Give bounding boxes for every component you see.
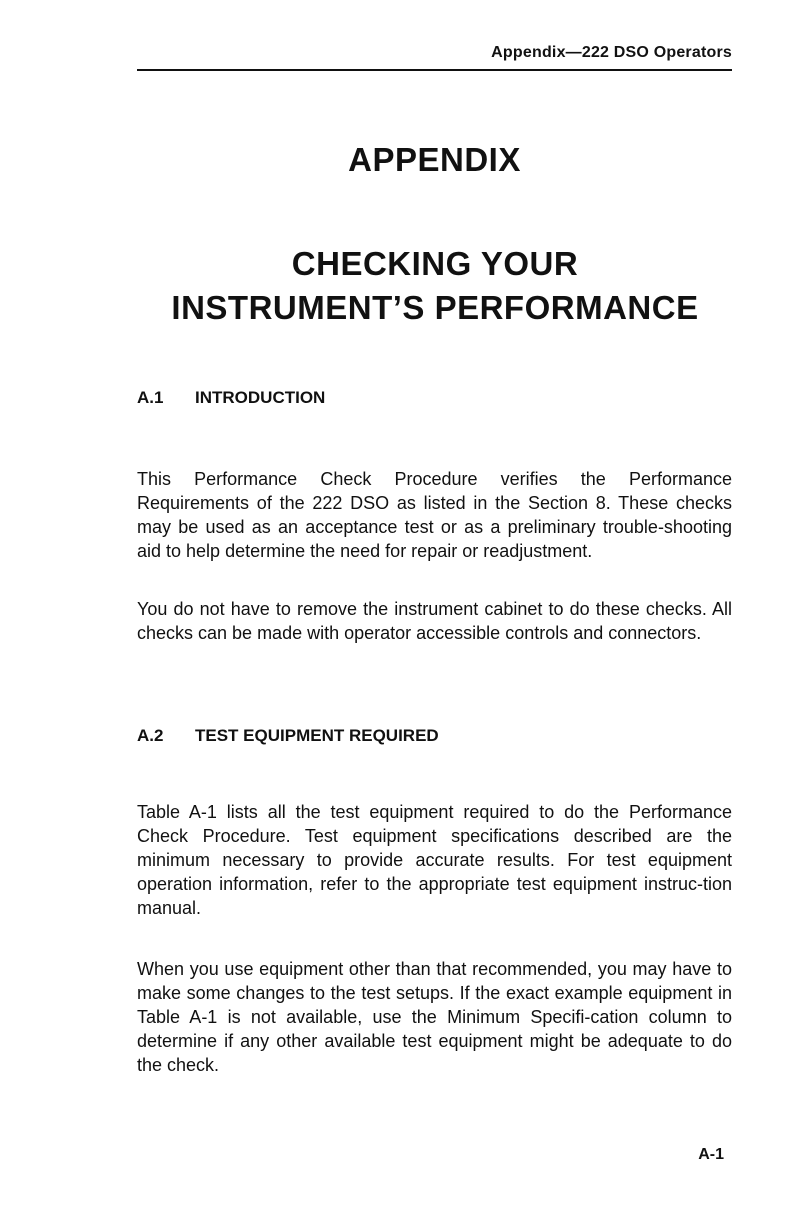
paragraph: When you use equipment other than that recommended, you may have to make some changes to the test setups. If the exact example equipment in Table A-1 is not available, use the Minimum Specifi-cation column to determine if any other available test equipment might be adequate to do the check. <box>137 959 732 1075</box>
section-title: INTRODUCTION <box>195 388 326 407</box>
chapter-title <box>110 242 760 330</box>
page-number: A-1 <box>698 1146 724 1163</box>
header-rule <box>137 69 732 71</box>
section-title: TEST EQUIPMENT REQUIRED <box>195 726 439 745</box>
page-title: APPENDIX <box>348 141 521 178</box>
paragraph: This Performance Check Procedure verifies the Performance Requirements of the 222 DSO as listed in the Section 8. These checks may be used as an acceptance test or as a preliminary trouble-shooting aid to help determine the need for repair or readjustment. <box>137 469 732 561</box>
section-heading-a2 <box>137 725 439 747</box>
running-header: Appendix—222 DSO Operators <box>491 44 732 61</box>
section-number: A.2 <box>137 726 164 745</box>
section-number: A.1 <box>137 388 164 407</box>
chapter-title-line-1: CHECKING YOUR <box>291 245 579 282</box>
section-heading-a1 <box>137 387 325 409</box>
paragraph: Table A-1 lists all the test equipment required to do the Performance Check Procedure. Test equipment specifications described are the minimum necessary to provide accurate results. For test equipment operation information, refer to the appropriate test equipment instruc-tion manual. <box>137 802 732 918</box>
paragraph: You do not have to remove the instrument cabinet to do these checks. All checks can be made with operator accessible controls and connectors. <box>137 599 732 643</box>
chapter-title-line-2: INSTRUMENT’S PERFORMANCE <box>171 289 699 326</box>
